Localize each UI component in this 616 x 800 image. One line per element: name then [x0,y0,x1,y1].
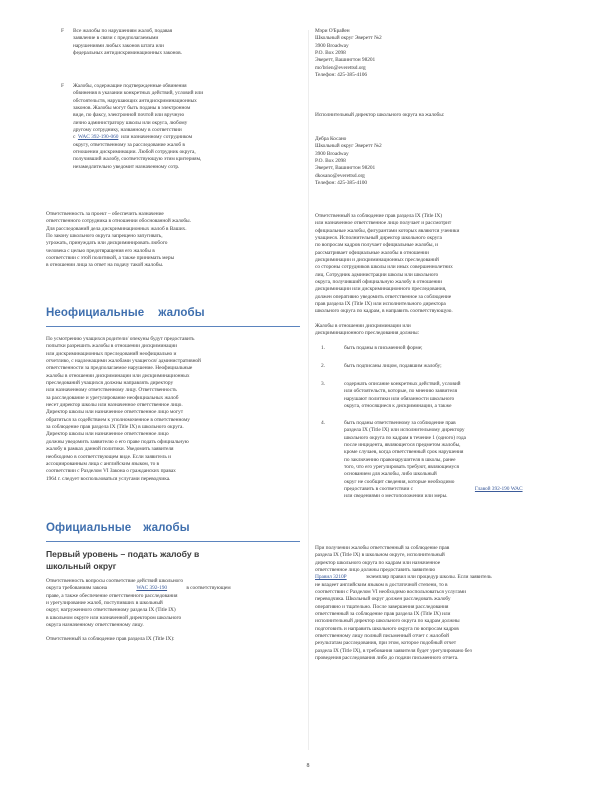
list-item [321,381,571,410]
text-line: человека с целью предотвращения его жалобы в [46,247,155,254]
heading-word: Официальные [46,522,132,534]
text-line: Директор школы или назначенное ответственное лицо могут [46,409,184,416]
contact-line: Школьный округ Эверетт №2 [315,143,382,150]
contact-line: Эверетт, Вашингтон 98201 [315,57,376,64]
text-line: другому сотруднику, названному в соответствии [73,127,182,134]
contact-heading: Исполнительный директор школьного округа на жалобы: [315,112,445,118]
text-line: Ответственный за соблюдение прав раздела IX (Title IX): [46,636,175,643]
bullet-item-1 [73,28,283,57]
text-line: ответственное лицо должны предоставить заявителю [315,567,436,574]
text-line: в школьном округе или назначенной директором школьного [46,614,182,621]
list-number: 1. [321,345,326,351]
text-fragment: или назначенному сотрудником [121,134,193,141]
wac-link[interactable]: WAC 392-190 [136,585,168,592]
text-line-with-link [46,585,300,592]
text-line: Жалобы в отношении дискриминации или [315,323,411,329]
text-line: округа назначенному ответственному лицу. [46,622,144,629]
text-line: отношении дискриминации. Любой сотрудник округа, [73,149,196,156]
paragraph-investigation [315,545,577,663]
text-line-with-link [344,486,576,493]
text-line: жалобу в рамках данной политики. Уведомить заявителя [46,446,174,453]
bullet-marker: F [61,83,64,89]
text-line: 1964 г. следует воспользоваться услугами переводчика. [46,475,171,482]
policy-link[interactable]: Правил 3210P [315,574,347,581]
text-line: после инцидента, являющегося предметом жалобы, [344,442,461,449]
text-line: нарушениями любых законов штата или [73,42,164,49]
contact-line: P.O. Box 2098 [315,158,346,165]
text-line: Жалобы, содержащие подтвержденные обвинения [73,83,187,89]
text-line: ответственный за соблюдение прав раздела IX (Title IX) или [315,611,451,618]
text-line: округ, нагруженного ответственному раздела IX (Title IX) [46,607,176,614]
text-line: Ответственность за проект – обеспечить назначение [46,211,164,217]
text-line: виде, по факсу, электронной почтой или вручную [73,112,185,119]
text-line: того, что его урегулировать требуют, являющемуся [344,464,459,471]
text-line: быть поданы в письменной форме; [344,345,423,351]
text-line: не владеет английским языком в достаточной степени, то в [315,581,448,588]
text-line: директор школьного округа по кадрам или назначенное [315,559,441,566]
text-line: или назначенному ответственному лицу. Ответственность [46,387,177,394]
contact-phone: Телефон: 425-385-4100 [315,180,368,187]
text-line: должен оперативно уведомить ответственное за соблюдение [315,293,452,300]
list-item [321,345,571,352]
contact-phone: Телефон: 425-385-4106 [315,72,368,79]
list-item [321,420,576,501]
text-line: школьного округа по кадрам в течение 1 (одного) года [344,434,466,441]
contact-line: 3900 Broadway [315,42,349,49]
text-line: федеральных антидискриминационных законов. [73,50,182,57]
text-line: основанием для жалобы, либо школьный [344,471,437,478]
text-line: быть поданы ответственному за соблюдение прав [344,420,456,426]
text-line: прав раздела IX (Title IX) или исполнительного директора [315,301,446,308]
text-fragment: с [73,134,76,141]
contact-line: P.O. Box 2098 [315,50,346,57]
text-line: результатам расследования, при этом, которое подобный отчет [315,640,457,647]
list-number: 2. [321,363,326,369]
text-line: округ не сообщит сведения, которые необходимо [344,478,455,485]
text-line: ассоциированным лица с английским языком, то в [46,460,160,467]
text-line: дискриминационного преследования должны: [315,330,420,337]
text-line: попытки разрешить жалобы в отношении дискриминации [46,343,178,350]
text-line: заявление в связи с предполагаемыми [73,35,159,42]
text-line: школьного округа по кадрам, в направить соответствующую. [315,308,453,315]
bullet-item-2 [73,83,283,171]
text-line: необходимо в соответствующем виде. Если заявитель и [46,453,171,460]
text-line: подготовить и направить школьного округа по вопросам кадров [315,625,459,632]
heading-word: жалобы [143,522,190,534]
heading-word: Неофициальные [46,307,145,319]
contact-line: 3900 Broadway [315,150,349,157]
contact-hr-director [315,136,565,187]
paragraph-level-one [46,578,300,644]
heading-informal-complaints [46,307,300,319]
text-line: При получении жалобы ответственный за соблюдение прав [315,545,450,551]
text-line: По усмотрению учащихся родители/ опекуны будут предоставить [46,336,195,342]
text-line: ответственного сотрудника в отношении обоснованной жалобы. [46,218,191,225]
text-line: законов. Жалобы могут быть поданы в электронном [73,105,191,112]
text-fragment: округа требованиям закона [46,585,107,592]
text-line: в отношении лица за ответ на подачу такой жалобы. [46,262,164,269]
text-line: Директор школы или назначенное ответственное лицо [46,431,169,438]
text-fragment: экземпляр правил или процедур школы. Если заявитель [365,574,492,581]
text-line: переводчика. Школьный округ должен расследовать жалобу [315,596,451,603]
text-line: обстоятельств, нарушающих антидискриминационных [73,97,197,104]
text-line: за расследование и урегулирование неофициальных жалоб [46,394,179,401]
text-line: раздела IX (Title IX) или исполнительному директору [344,427,465,434]
text-line-with-link [73,134,283,141]
list-number: 3. [321,381,326,387]
text-line: кроме случаев, когда ответственный срок нарушения [344,449,464,456]
text-line: нарушают политики или обязанности школьного [344,395,455,402]
text-line: округа, относящиеся к дискриминации, а также [344,403,452,410]
contact-line: Школьный округ Эверетт №2 [315,35,382,42]
text-line: ответственному лицу полный письменный отчет с жалобой [315,633,450,640]
text-line-with-link [315,574,577,581]
text-line: или дискриминационных преследований неофициально и [46,350,177,357]
text-line: лично администратору школы или округа, любому [73,119,188,126]
text-line: по вопросам кадров получает официальные жалобы, и [315,242,438,249]
paragraph-informal [46,336,300,483]
heading-word: жалобы [158,307,205,319]
text-line: соответствии с этой политикой, а также принимать меры [46,255,175,262]
text-line: соответствии с Разделом VI Закона о гражданских правах [46,468,176,475]
text-line: Ответственность вопросы соответствие действий школьного [46,578,183,584]
wac-chapter-link[interactable]: Главой 392-190 WAC [474,486,523,493]
text-line: соответствии с Разделом VI необходимо воспользоваться услугами [315,589,467,596]
paragraph-responsibility [46,211,296,270]
contact-name: Мэри О'Брайен [315,28,350,34]
text-line: проведения расследования либо до подачи письменного отчета. [315,655,459,662]
text-line: угрожать, принуждать или дискриминировать любого [46,240,168,247]
bullet-marker: F [61,28,64,34]
text-line: или обстоятельств, которые, по мнению заявителя [344,388,457,395]
text-line: и урегулирование жалоб, поступивших в школьный [46,600,163,607]
heading-level-one [46,549,300,572]
text-line: жалобы в отношении дискриминации или дискриминационных [46,372,190,379]
text-line: обратиться за содействием к уполномоченное в ответственному [46,416,190,423]
text-line: округу, ответственному за расследование жалоб в [73,141,185,148]
text-line: лиц. Сотрудник администрации школы или школьного [315,271,439,278]
text-line: обвинения в указании конкретных действий, условий или [73,90,204,97]
text-fragment: в соответствующем [186,585,231,592]
text-line: преследований учащихся должны направлять директору [46,380,174,387]
heading-rule [46,326,300,327]
list-item [321,363,571,370]
heading-rule [46,541,300,542]
list-number: 4. [321,420,326,426]
text-line: должны уведомить заявителю о его праве подать официальную [46,438,189,445]
text-line: со стороны сотрудников школы или иных совершеннолетних [315,264,453,271]
text-line: несет директор школы или назначенное ответственное лицо. [46,402,183,409]
contact-line: Эверетт, Вашингтон 98201 [315,165,376,172]
subheading-line: Первый уровень – подать жалобу в [46,549,200,559]
text-line: дискриминации и дискриминационных преследований [315,257,439,264]
page-number: 8 [306,763,310,769]
text-line: По закону школьного округа запрещено запугивать, [46,233,163,240]
wac-link[interactable]: WAC 392-190-060 [77,134,119,141]
text-line: содержать описание конкретных действий, условий [344,381,461,387]
text-fragment: предоставить в соответствии с [344,486,413,493]
paragraph-formal-receipt [315,213,575,316]
contact-title-ix [315,28,565,79]
text-line: раздела IX (Title IX), в требования заявителя будет урегулировано без [315,647,472,654]
text-line: или назначенное ответственное лицо получает и рассмотрит [315,220,452,227]
text-line: Ответственный за соблюдение прав раздела IX (Title IX) [315,213,443,219]
text-line: оперативно и тщательно. После завершения расследования [315,603,449,610]
contact-name: Дебра Косано [315,136,347,142]
text-line: ответственности за предполагаемое нарушение. Неофициальные [46,365,193,372]
text-line: быть подписаны лицом, подавшим жалобу; [344,363,442,369]
text-line: официальные жалобы, фигурантами которых являются ученики [315,227,460,234]
heading-formal-complaints [46,522,300,534]
text-line: по заключению правонарушителя в школы, ранее [344,456,456,463]
text-line: рассматривает официальные жалобы в отношении [315,249,429,256]
text-line: или сведениями о местоположении или меры. [344,493,448,500]
text-line: получивший жалобу, соответствующую этим критериям, [73,156,202,163]
contact-email[interactable]: dkosano@everettsd.org [315,172,365,179]
subheading-line: школьный округ [46,560,117,571]
text-line: дискриминации или дискриминационного преследования, [315,286,447,293]
text-line: отчетливо, с надлежащими жалобами учащегося/ административной [46,358,201,365]
text-line: учащиеся. Исполнительный директор школьного округа [315,235,442,242]
text-line: незамедлительно уведомит назначенному сотр. [73,163,180,170]
paragraph-requirements [315,323,575,338]
text-line: за соблюдение прав раздела IX (Title IX) в школьного округа. [46,424,184,431]
text-line: Для расследований дела дискриминационных жалоб в Ваших. [46,225,187,232]
text-line: Все жалобы по нарушениям жалоб, подавая [73,28,173,34]
text-line: округа, получивший официальную жалобу в отношении [315,279,442,286]
text-line: исполнительный директор школьного округа по кадрам должны [315,618,460,625]
text-line: раздела IX (Title IX) в школьном округе, исполнительный [315,552,445,559]
column-divider [308,30,309,750]
text-line: праве, а также обеспечение ответственного расследования [46,592,178,599]
contact-email[interactable]: mo'brien@everettsd.org [315,64,366,71]
